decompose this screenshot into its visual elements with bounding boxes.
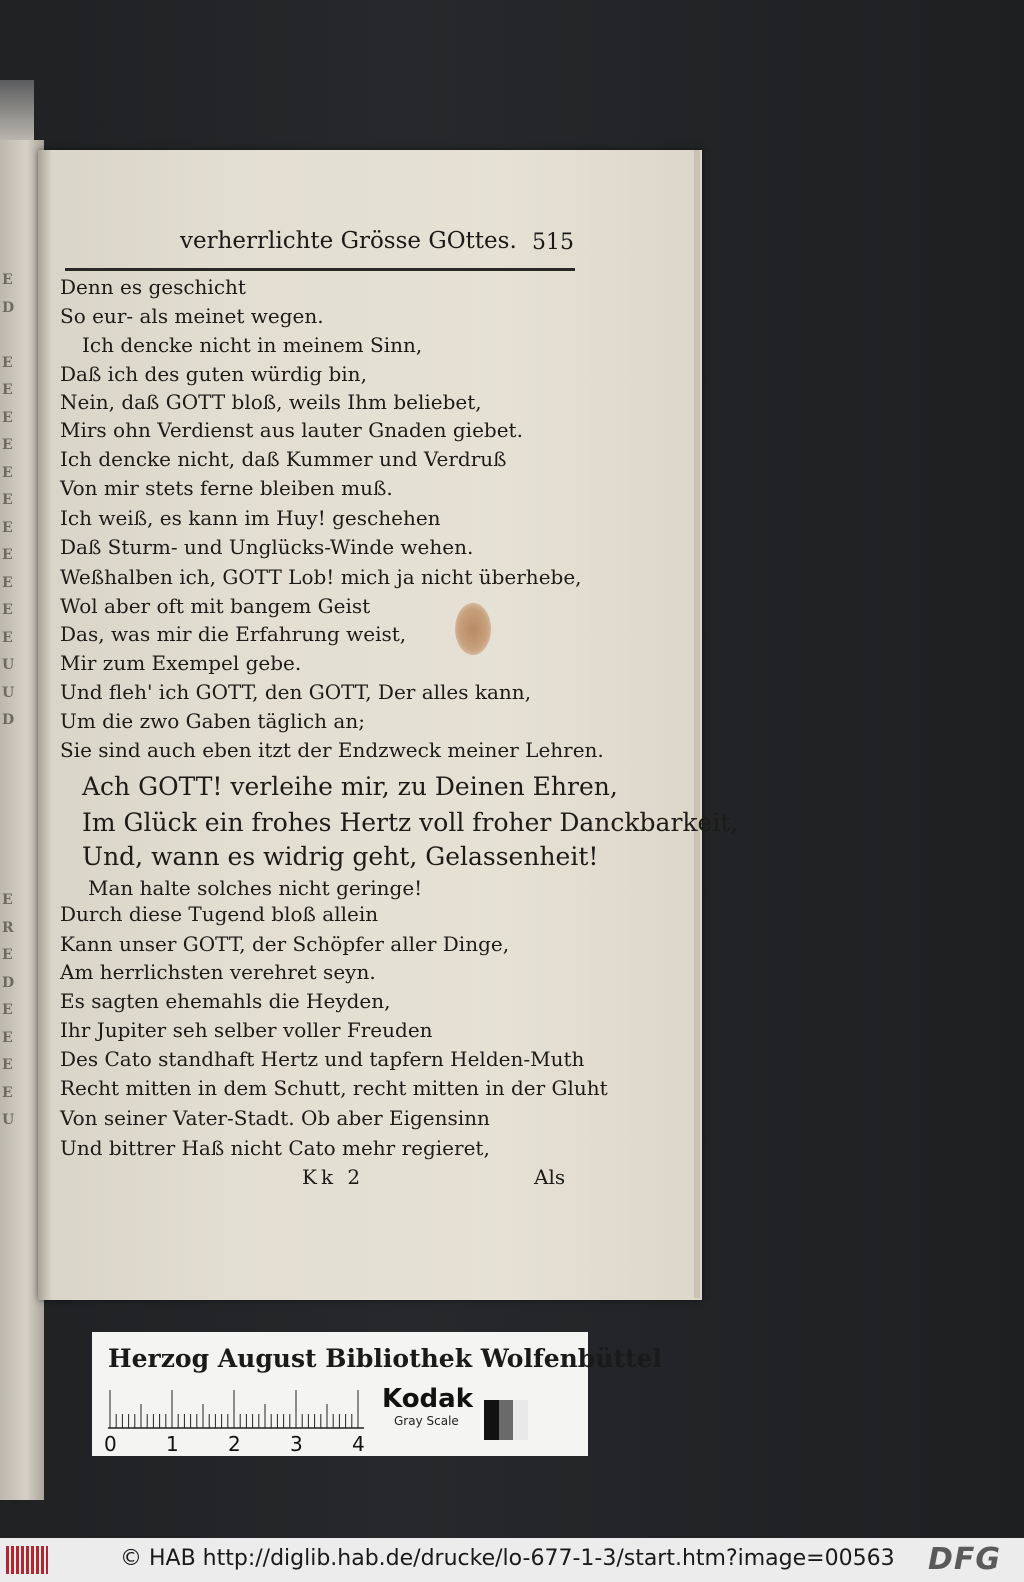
text-line: Daß ich des guten würdig bin, [60,362,367,386]
ruler-label: 3 [290,1432,303,1456]
text-line: Nein, daß GOTT bloß, weils Ihm beliebet, [60,390,482,414]
text-line: Ach GOTT! verleihe mir, zu Deinen Ehren, [82,772,618,801]
page-gutter [38,150,52,1300]
prev-page-glyph: E [2,409,13,426]
text-line: Des Cato standhaft Hertz und tapfern Helden-Muth [60,1047,585,1071]
text-line: Das, was mir die Erfahrung weist, [60,622,407,646]
text-line: Und fleh' ich GOTT, den GOTT, Der alles kann, [60,680,532,704]
signature-mark: Kk 2 [302,1165,365,1189]
prev-page-glyph: E [2,492,13,508]
ruler-label: 4 [352,1432,365,1456]
header-rule [65,268,575,271]
ruler-scale [108,1390,364,1430]
prev-page-glyph: E [2,519,13,536]
prev-page-glyph: E [2,602,13,618]
text-line: Durch diese Tugend bloß allein [60,902,379,926]
prev-page-glyph: R [2,919,14,936]
text-line: Und bittrer Haß nicht Cato mehr regieret, [60,1136,490,1160]
text-line: Von seiner Vater-Stadt. Ob aber Eigensinn [60,1106,490,1130]
text-line: Man halte solches nicht geringe! [88,876,423,900]
text-line: Recht mitten in dem Schutt, recht mitten in der Gluht [60,1076,608,1100]
text-line: Am herrlichsten verehret seyn. [60,960,376,984]
prev-page-glyph: D [2,712,15,728]
ruler-label: 0 [104,1432,117,1456]
text-line: Denn es geschicht [60,275,246,299]
paper-stain [455,603,491,655]
copyright-url[interactable]: © HAB http://diglib.hab.de/drucke/lo-677-1-3/start.htm?image=00563 [120,1546,895,1571]
barcode-icon [6,1546,48,1574]
catchword: Als [534,1165,566,1189]
dfg-logo: DFG [928,1542,1002,1577]
prev-page-glyph: E [2,1084,13,1101]
prev-page-glyph: E [2,947,13,963]
card-title: Herzog August Bibliothek Wolfenbüttel [108,1344,662,1373]
prev-page-glyph: D [2,299,15,316]
prev-page-glyph: D [2,974,15,991]
prev-page-glyph: E [2,464,13,481]
text-line: Mir zum Exempel gebe. [60,651,302,675]
prev-page-glyph: E [2,1057,13,1073]
text-line: Und, wann es widrig geht, Gelassenheit! [82,842,599,871]
text-line: Um die zwo Gaben täglich an; [60,709,365,733]
ruler-label: 2 [228,1432,241,1456]
text-line: Weßhalben ich, GOTT Lob! mich ja nicht überhebe, [60,565,582,589]
ruler-label: 1 [166,1432,179,1456]
prev-page-glyph: E [2,1029,13,1046]
prev-page-glyph: E [2,354,13,371]
text-line: Im Glück ein frohes Hertz voll froher Danckbarkeit, [82,808,739,837]
prev-page-glyph: E [2,382,13,398]
text-line: Ich dencke nicht, daß Kummer und Verdruß [60,447,507,471]
text-line: Wol aber oft mit bangem Geist [60,594,371,618]
text-line: Es sagten ehemahls die Heyden, [60,989,391,1013]
text-line: Ich weiß, es kann im Huy! geschehen [60,506,441,530]
swatch-gray [499,1400,514,1440]
footer-bar [0,1538,1024,1582]
prev-page-glyph: U [2,657,15,673]
text-line: Von mir stets ferne bleiben muß. [60,476,393,500]
prev-page-glyph: U [2,684,15,701]
text-line: Daß Sturm- und Unglücks-Winde wehen. [60,535,474,559]
gray-scale-label: Gray Scale [394,1414,459,1428]
text-line: Kann unser GOTT, der Schöpfer aller Dinge, [60,932,510,956]
text-line: Sie sind auch eben itzt der Endzweck meiner Lehren. [60,738,604,762]
color-calibration-card [92,1332,662,1456]
swatch-black [484,1400,499,1440]
prev-page-glyph: E [2,272,13,288]
kodak-logo: Kodak [382,1384,473,1414]
prev-page-glyph: E [2,547,13,563]
swatch-white [513,1400,528,1440]
running-title: verherrlichte Grösse GOttes. [180,228,517,254]
page-right-edge [694,150,700,1298]
prev-page-glyph: E [2,892,13,908]
gray-swatches [484,1400,528,1440]
text-line: Mirs ohn Verdienst aus lauter Gnaden giebet. [60,418,523,442]
prev-page-glyph: U [2,1112,15,1128]
prev-page-glyph: E [2,1002,13,1018]
text-line: Ich dencke nicht in meinem Sinn, [82,333,423,357]
text-line: Ihr Jupiter seh selber voller Freuden [60,1018,433,1042]
prev-page-glyph: E [2,629,13,646]
page-number: 515 [532,230,574,255]
text-line: So eur- als meinet wegen. [60,304,324,328]
prev-page-glyph: E [2,437,13,453]
page-header [180,228,580,262]
prev-page-glyph: E [2,574,13,591]
